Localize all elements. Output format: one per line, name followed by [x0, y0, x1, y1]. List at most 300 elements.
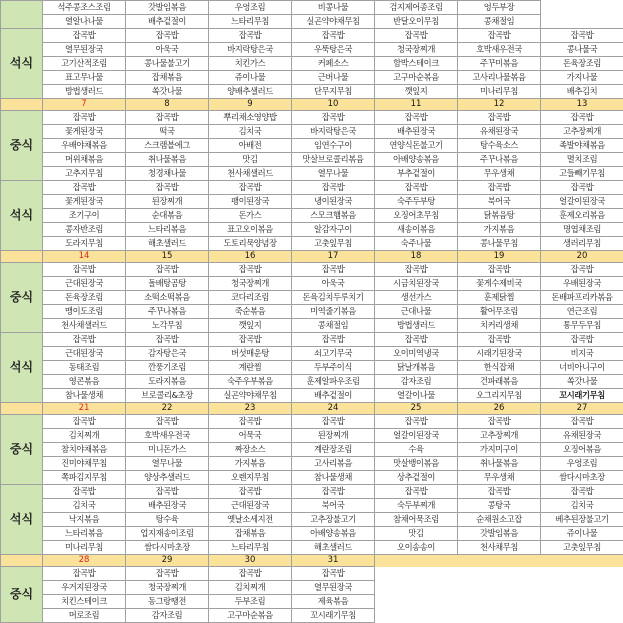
- menu-item: 오징어볶음: [541, 443, 623, 457]
- date-header-row: [1, 99, 623, 111]
- menu-item: 순대볶음: [126, 209, 209, 223]
- menu-row: [1, 305, 623, 319]
- menu-item: 천사채샐러드: [209, 167, 292, 181]
- menu-item: 방법생러드: [43, 85, 126, 99]
- menu-item: 돈육김치두루치기: [292, 291, 375, 305]
- menu-item: 표고무나물: [43, 71, 126, 85]
- menu-item: 잡곡밥: [209, 415, 292, 429]
- menu-item: 아욱국: [126, 43, 209, 57]
- menu-row: [1, 167, 623, 181]
- menu-item: 잡곡밥: [458, 29, 541, 43]
- empty-cell: [541, 15, 623, 29]
- menu-item: 숙주나물: [375, 237, 458, 251]
- menu-item: 고사리나물볶음: [458, 71, 541, 85]
- menu-item: 방법생러드: [375, 319, 458, 333]
- menu-row: [1, 541, 623, 555]
- menu-item: 잡곡밥: [43, 485, 126, 499]
- menu-item: 청국장찌개: [126, 581, 209, 595]
- menu-row: [1, 71, 623, 85]
- menu-item: 쪽파김지무침: [43, 471, 126, 485]
- menu-item: 참치야채볶음: [43, 443, 126, 457]
- menu-row: [1, 443, 623, 457]
- date-cell: 7: [43, 99, 126, 111]
- menu-item: 동그랑땡전: [126, 595, 209, 609]
- menu-item: 잡곡밥: [541, 263, 623, 277]
- date-cell: 8: [126, 99, 209, 111]
- menu-item: 알감자구이: [292, 223, 375, 237]
- menu-item: 잡곡밥: [375, 485, 458, 499]
- menu-item: 계란찜: [209, 361, 292, 375]
- menu-item: 우배된장국: [541, 277, 623, 291]
- menu-item: 도라지볶음: [126, 375, 209, 389]
- menu-item: 잡곡밥: [43, 29, 126, 43]
- menu-item: 잡곡밥: [126, 333, 209, 347]
- menu-item: 고춧잎무침: [541, 541, 623, 555]
- menu-item: 아배전: [209, 139, 292, 153]
- menu-row: [1, 567, 623, 581]
- menu-item: 훈제오리볶음: [541, 209, 623, 223]
- menu-item: 도라지무침: [43, 237, 126, 251]
- menu-item: 바지락탕은국: [292, 125, 375, 139]
- menu-item: 잡곡밥: [292, 567, 375, 581]
- date-cell: 9: [209, 99, 292, 111]
- menu-item: 순채원소고잡: [458, 513, 541, 527]
- menu-item: 꼬시래기무침: [541, 389, 623, 403]
- date-cell: 16: [209, 251, 292, 263]
- menu-item: 김치국: [209, 125, 292, 139]
- menu-row: [1, 375, 623, 389]
- menu-item: 잡곡밥: [126, 29, 209, 43]
- menu-item: 잡곡밥: [375, 333, 458, 347]
- menu-item: 고추장불고기: [292, 513, 375, 527]
- date-cell: 30: [209, 555, 292, 567]
- menu-item: 잡곡밥: [375, 111, 458, 125]
- menu-row: [1, 581, 623, 595]
- menu-item: 잡곡밥: [209, 263, 292, 277]
- menu-row: [1, 513, 623, 527]
- date-cell: 31: [292, 555, 375, 567]
- menu-item: 오징어초무침: [375, 209, 458, 223]
- menu-item: 우엉조림: [209, 1, 292, 15]
- menu-item: 생선가스: [375, 291, 458, 305]
- meal-label-dinner: 석식: [1, 333, 43, 403]
- menu-item: 돈육장조림: [541, 57, 623, 71]
- menu-row: [1, 125, 623, 139]
- empty-cell: [375, 555, 458, 567]
- menu-item: 부추겉절이: [375, 167, 458, 181]
- menu-item: 콩나물무침: [458, 237, 541, 251]
- menu-item: 족발야채볶음: [541, 139, 623, 153]
- menu-row: [1, 361, 623, 375]
- menu-item: 잡곡밥: [292, 29, 375, 43]
- menu-item: 옛날소세지전: [209, 513, 292, 527]
- menu-item: 미니돈가스: [126, 443, 209, 457]
- menu-item: 미나리무침: [458, 85, 541, 99]
- menu-item: 근대된장국: [43, 347, 126, 361]
- menu-item: 숙주두부탕: [375, 195, 458, 209]
- menu-item: 훈제알파우조림: [292, 375, 375, 389]
- date-cell: 17: [292, 251, 375, 263]
- menu-item: 고사리볶음: [292, 457, 375, 471]
- date-cell: 28: [43, 555, 126, 567]
- menu-item: 잡곡밥: [43, 111, 126, 125]
- menu-item: 미역줄기볶음: [292, 305, 375, 319]
- date-cell: 20: [541, 251, 623, 263]
- menu-item: 잡곡밥: [209, 181, 292, 195]
- menu-item: 잡곡밥: [126, 415, 209, 429]
- menu-item: 맛김: [209, 153, 292, 167]
- menu-item: 쥬이나물: [209, 71, 292, 85]
- menu-item: 열무된장국: [43, 43, 126, 57]
- menu-item: 버섯매운탕: [209, 347, 292, 361]
- menu-item: 진미야채무침: [43, 457, 126, 471]
- menu-item: 잡곡밥: [209, 567, 292, 581]
- menu-item: 베추된장불고기: [541, 513, 623, 527]
- menu-item: 참나물생채: [43, 389, 126, 403]
- menu-item: 실곤약야채무침: [209, 389, 292, 403]
- menu-item: 한식잡채: [458, 361, 541, 375]
- empty-cell: [458, 581, 541, 595]
- menu-item: 배추된장국: [126, 499, 209, 513]
- date-cell: 18: [375, 251, 458, 263]
- menu-item: 고구마순볶음: [209, 609, 292, 623]
- menu-item: 훈제닭찜: [458, 291, 541, 305]
- empty-cell: [375, 567, 458, 581]
- menu-item: 표고오이볶음: [209, 223, 292, 237]
- menu-item: 잡곡밥: [209, 29, 292, 43]
- menu-item: 동태조림: [43, 361, 126, 375]
- date-cell: 12: [458, 99, 541, 111]
- menu-item: 뿌리채소영양밥: [209, 111, 292, 125]
- menu-row: [1, 609, 623, 623]
- menu-row: [1, 291, 623, 305]
- meal-label-dinner: 석식: [1, 181, 43, 251]
- menu-item: 고구마순볶음: [375, 71, 458, 85]
- menu-item: 주꾸미볶음: [458, 57, 541, 71]
- date-row-lead: [1, 99, 43, 111]
- menu-item: 잡곡밥: [458, 263, 541, 277]
- menu-item: 콩채절임: [458, 15, 541, 29]
- menu-item: 영콘볶음: [43, 375, 126, 389]
- menu-item: 양배추샐러드: [209, 85, 292, 99]
- menu-item: 석주콩조스조림: [43, 1, 126, 15]
- menu-item: 오이미역냉국: [375, 347, 458, 361]
- menu-item: 잡곡밥: [43, 415, 126, 429]
- menu-item: 참나물생채: [292, 471, 375, 485]
- menu-row: [1, 527, 623, 541]
- menu-item: 가지나물: [541, 71, 623, 85]
- menu-item: 북어국: [458, 195, 541, 209]
- menu-item: 콩나물불고기: [126, 57, 209, 71]
- menu-item: 감자조림: [126, 609, 209, 623]
- menu-row: [1, 333, 623, 347]
- meal-label-continued: [1, 1, 43, 29]
- empty-cell: [458, 609, 541, 623]
- menu-item: 활어무조림: [458, 305, 541, 319]
- empty-cell: [541, 595, 623, 609]
- menu-row: [1, 57, 623, 71]
- date-row-lead: [1, 555, 43, 567]
- menu-item: 두부조림: [209, 595, 292, 609]
- menu-item: 잡곡밥: [126, 111, 209, 125]
- menu-item: 스크램블에그: [126, 139, 209, 153]
- menu-item: 잡곡밥: [458, 333, 541, 347]
- menu-item: 깻잎지: [375, 85, 458, 99]
- menu-item: 된장찌개: [126, 195, 209, 209]
- menu-item: 콩탕국: [458, 499, 541, 513]
- menu-item: 잡곡밥: [458, 111, 541, 125]
- menu-item: 연양식돈불고기: [375, 139, 458, 153]
- menu-item: 노각무침: [126, 319, 209, 333]
- menu-item: 맛김: [375, 527, 458, 541]
- menu-item: 유채된장국: [458, 125, 541, 139]
- menu-item: 아배양송볶음: [375, 153, 458, 167]
- menu-item: 깻잎지: [209, 319, 292, 333]
- meal-label-lunch: 중식: [1, 111, 43, 181]
- menu-item: 임연수구이: [292, 139, 375, 153]
- menu-item: 계란장조림: [292, 443, 375, 457]
- menu-item: 단무지무침: [292, 85, 375, 99]
- menu-item: 제육볶음: [292, 595, 375, 609]
- empty-cell: [541, 567, 623, 581]
- menu-item: 꼬시래기무침: [292, 609, 375, 623]
- menu-item: 배추김치: [541, 85, 623, 99]
- menu-item: 명엽채조림: [541, 223, 623, 237]
- empty-cell: [541, 581, 623, 595]
- menu-item: 반달오이무침: [375, 15, 458, 29]
- menu-item: 열무된장국: [292, 581, 375, 595]
- menu-item: 갓발임볶음: [458, 527, 541, 541]
- menu-item: 숙두부찌개: [375, 499, 458, 513]
- menu-row: [1, 471, 623, 485]
- menu-item: 취나물볶음: [458, 457, 541, 471]
- empty-cell: [375, 581, 458, 595]
- menu-item: 고추지무침: [43, 167, 126, 181]
- meal-label-dinner: 석식: [1, 29, 43, 99]
- menu-item: 상추겉절이: [375, 471, 458, 485]
- menu-item: 맹이도조림: [43, 305, 126, 319]
- menu-item: 탕수육: [126, 513, 209, 527]
- menu-item: 청경채나물: [126, 167, 209, 181]
- menu-item: 잡곡밥: [541, 485, 623, 499]
- menu-row: [1, 181, 623, 195]
- menu-item: 잡곡밥: [126, 485, 209, 499]
- menu-item: 잡곡밥: [458, 415, 541, 429]
- menu-item: 잡곡밥: [43, 263, 126, 277]
- menu-row: [1, 85, 623, 99]
- menu-item: 꽃게된장국: [43, 125, 126, 139]
- menu-item: 브로콜리&초장: [126, 389, 209, 403]
- menu-item: 근대된장국: [209, 499, 292, 513]
- menu-item: 멸치조림: [541, 153, 623, 167]
- menu-item: 수육: [375, 443, 458, 457]
- menu-item: 잡곡밥: [541, 181, 623, 195]
- menu-item: 비콩나물: [292, 1, 375, 15]
- menu-row: [1, 139, 623, 153]
- menu-item: 오그리지무침: [458, 389, 541, 403]
- menu-row: [1, 209, 623, 223]
- menu-item: 머위채볶음: [43, 153, 126, 167]
- menu-item: 배추된장국: [375, 125, 458, 139]
- date-cell: 15: [126, 251, 209, 263]
- menu-item: 닭볶음탕: [458, 209, 541, 223]
- menu-item: 새송이볶음: [375, 223, 458, 237]
- date-cell: 27: [541, 403, 623, 415]
- menu-item: 근대된장국: [43, 277, 126, 291]
- menu-item: 아욱국: [292, 277, 375, 291]
- menu-item: 배추겉절이: [126, 15, 209, 29]
- menu-item: 생러리무침: [541, 237, 623, 251]
- menu-item: 잡곡밥: [43, 181, 126, 195]
- menu-item: 취나물볶음: [126, 153, 209, 167]
- empty-cell: [458, 555, 541, 567]
- date-cell: 19: [458, 251, 541, 263]
- menu-item: 느타리볶음: [43, 527, 126, 541]
- menu-row: [1, 1, 623, 15]
- menu-item: 돈육장조림: [43, 291, 126, 305]
- menu-item: 가지미구이: [458, 443, 541, 457]
- menu-item: 잡채볶음: [126, 71, 209, 85]
- menu-item: 북어국: [292, 499, 375, 513]
- menu-item: 커페소스: [292, 57, 375, 71]
- empty-cell: [375, 595, 458, 609]
- menu-item: 호박새우전국: [126, 429, 209, 443]
- menu-item: 콩나물국: [541, 43, 623, 57]
- menu-item: 김치국: [541, 499, 623, 513]
- menu-item: 김치찌개: [43, 429, 126, 443]
- menu-item: 오렌지무침: [209, 471, 292, 485]
- menu-item: 잡곡밥: [43, 333, 126, 347]
- menu-item: 우뚝탕은국: [292, 43, 375, 57]
- menu-item: 아배양송볶음: [292, 527, 375, 541]
- empty-cell: [458, 567, 541, 581]
- menu-row: [1, 389, 623, 403]
- menu-item: 김치찌개: [209, 581, 292, 595]
- menu-row: [1, 263, 623, 277]
- menu-item: 양상추샐러드: [126, 471, 209, 485]
- menu-item: 천사채샐러드: [43, 319, 126, 333]
- menu-item: 닭날개볶음: [375, 361, 458, 375]
- menu-item: 짜장소스: [209, 443, 292, 457]
- menu-item: 잡곡밥: [541, 111, 623, 125]
- menu-item: 얼갈이된장국: [541, 195, 623, 209]
- menu-item: 머로조림: [43, 609, 126, 623]
- menu-item: 깐풍기조림: [126, 361, 209, 375]
- menu-item: 엉두부장: [458, 1, 541, 15]
- date-header-row: [1, 403, 623, 415]
- menu-item: 잡곡밥: [292, 263, 375, 277]
- menu-item: 주꾸나볶음: [126, 305, 209, 319]
- date-header-row: [1, 251, 623, 263]
- date-cell: 25: [375, 403, 458, 415]
- menu-item: 열무나물: [292, 167, 375, 181]
- empty-cell: [541, 555, 623, 567]
- menu-item: 우거지된장국: [43, 581, 126, 595]
- menu-item: 실곤약야채무침: [292, 15, 375, 29]
- menu-item: 치커리생채: [458, 319, 541, 333]
- menu-item: 잡곡밥: [43, 567, 126, 581]
- menu-item: 콩채절임: [292, 319, 375, 333]
- menu-item: 가지볶음: [458, 223, 541, 237]
- menu-item: 쌈다시마초장: [126, 541, 209, 555]
- menu-item: 청국장찌개: [209, 277, 292, 291]
- menu-item: 느타리무침: [209, 15, 292, 29]
- menu-item: 콩자반조림: [43, 223, 126, 237]
- date-cell: 29: [126, 555, 209, 567]
- menu-item: 건파래볶음: [458, 375, 541, 389]
- menu-item: 잡곡밥: [375, 263, 458, 277]
- menu-item: 꽃게수제비국: [458, 277, 541, 291]
- menu-item: 시래기된장국: [458, 347, 541, 361]
- date-cell: 10: [292, 99, 375, 111]
- menu-item: 된장찌개: [292, 429, 375, 443]
- menu-item: 고춧잎무침: [292, 237, 375, 251]
- menu-item: 잡곡밥: [126, 181, 209, 195]
- menu-item: 잡곡밥: [126, 263, 209, 277]
- date-cell: 23: [209, 403, 292, 415]
- menu-row: [1, 277, 623, 291]
- menu-row: [1, 595, 623, 609]
- menu-item: 돈배파프리카볶음: [541, 291, 623, 305]
- menu-item: 너비아니구이: [541, 361, 623, 375]
- menu-item: 쏙갓나물: [541, 375, 623, 389]
- date-cell: 24: [292, 403, 375, 415]
- menu-item: 떡국: [126, 125, 209, 139]
- menu-item: 시금치된장국: [375, 277, 458, 291]
- menu-item: 돌배탕곰탕: [126, 277, 209, 291]
- menu-row: [1, 29, 623, 43]
- menu-item: 배추겉절이: [292, 389, 375, 403]
- menu-item: 가지볶음: [209, 457, 292, 471]
- menu-item: 잡곡밥: [209, 333, 292, 347]
- menu-item: 잡곡밥: [375, 415, 458, 429]
- menu-item: 우엉조림: [541, 457, 623, 471]
- menu-item: 고추장찌개: [458, 429, 541, 443]
- menu-item: 참채어묵조림: [375, 513, 458, 527]
- date-cell: 14: [43, 251, 126, 263]
- date-cell: 22: [126, 403, 209, 415]
- menu-item: 고추장찌개: [541, 125, 623, 139]
- menu-item: 두부주이식: [292, 361, 375, 375]
- menu-row: [1, 237, 623, 251]
- menu-item: 잡채볶음: [209, 527, 292, 541]
- date-cell: 21: [43, 403, 126, 415]
- menu-item: 유채된장국: [541, 429, 623, 443]
- menu-item: 잡곡밥: [375, 29, 458, 43]
- menu-item: 도토리묵양념장: [209, 237, 292, 251]
- menu-item: 연근조림: [541, 305, 623, 319]
- menu-item: 낙지볶음: [43, 513, 126, 527]
- menu-item: 치킨스테이크: [43, 595, 126, 609]
- menu-item: 갓발임볶음: [126, 1, 209, 15]
- menu-item: 잡곡밥: [375, 181, 458, 195]
- menu-item: 근대나물: [375, 305, 458, 319]
- menu-item: 맛살브로콜리볶음: [292, 153, 375, 167]
- date-header-row: [1, 555, 623, 567]
- menu-item: 무우생채: [458, 167, 541, 181]
- empty-cell: [541, 1, 623, 15]
- menu-item: 쌈다시마초장: [541, 471, 623, 485]
- menu-item: 천사채무침: [458, 541, 541, 555]
- menu-item: 쥬이나물: [541, 527, 623, 541]
- menu-item: 탕수육소스: [458, 139, 541, 153]
- menu-item: 김치국: [43, 499, 126, 513]
- menu-item: 죽순볶음: [209, 305, 292, 319]
- meal-label-dinner: 석식: [1, 485, 43, 555]
- menu-item: 열알나나물: [43, 15, 126, 29]
- menu-item: 잡곡밥: [292, 181, 375, 195]
- menu-item: 조기구이: [43, 209, 126, 223]
